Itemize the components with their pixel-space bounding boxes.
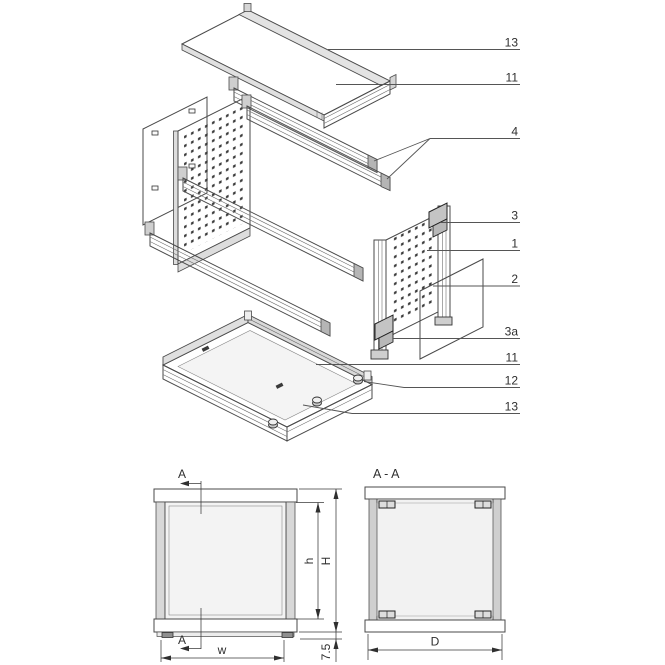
- top-cover-rear-rim: [239, 10, 390, 86]
- section-right-wall: [493, 499, 501, 620]
- dim-h-label: h: [302, 557, 316, 565]
- front-view: [154, 467, 342, 662]
- callout-label: 4: [511, 124, 518, 139]
- callout-label: 11: [505, 350, 518, 365]
- callouts: [303, 36, 520, 414]
- section-view-a-a: [365, 467, 505, 660]
- top-cover-corner-tab: [390, 75, 396, 91]
- foot: [354, 375, 363, 384]
- rail-end-cap: [381, 173, 390, 191]
- front-foot-left: [162, 633, 173, 638]
- rail-end-cap: [354, 264, 363, 282]
- foot: [313, 397, 322, 406]
- callout-4: [374, 125, 520, 180]
- top-cover-plate: [182, 4, 396, 129]
- callout-13-top: [328, 36, 520, 50]
- dim-foot-label: 7.5: [319, 643, 333, 661]
- screw-slot: [152, 186, 158, 190]
- dim-D: [368, 634, 502, 660]
- bottom-tray: [163, 311, 372, 441]
- callout-label: 13: [504, 399, 518, 414]
- section-panel: [377, 499, 493, 620]
- perforation-grid: [184, 103, 246, 253]
- foot: [269, 419, 278, 428]
- section-label-top: A: [177, 467, 186, 481]
- callout-label: 12: [504, 373, 518, 388]
- dim-D-label: D: [430, 634, 440, 649]
- front-top-plate: [154, 489, 297, 502]
- callout-label: 11: [505, 70, 518, 85]
- perforation-grid: [390, 217, 434, 327]
- dim-H: [299, 489, 342, 662]
- dim-H-label: H: [319, 556, 333, 566]
- corner-bracket-bottom: [375, 315, 393, 349]
- rail-top-front: [242, 95, 390, 191]
- callout-11-bottom: [316, 351, 520, 365]
- section-arrow: [180, 481, 189, 486]
- callout-label: 3a: [504, 324, 518, 339]
- dim-w-label: w: [217, 643, 227, 657]
- callout-label: 13: [504, 35, 518, 50]
- callout-label: 3: [511, 208, 518, 223]
- extrusion-foot: [371, 350, 388, 359]
- rail-top-rear: [229, 77, 377, 173]
- section-label-bottom: A: [177, 633, 186, 647]
- screw-slot: [152, 131, 158, 135]
- side-panel-left-front-edge: [174, 131, 179, 265]
- top-cover-front-lip: [324, 81, 390, 128]
- top-cover-rear-tab: [244, 4, 251, 12]
- callout-label: 1: [511, 236, 518, 251]
- section-left-wall: [369, 499, 377, 620]
- section-view-title: A - A: [373, 467, 400, 481]
- front-bottom-plate: [154, 619, 297, 632]
- callout-13-bottom: [303, 400, 520, 414]
- callout-1: [427, 237, 520, 251]
- exploded-view: [143, 4, 520, 442]
- front-right-wall: [286, 502, 295, 619]
- front-panel: [165, 502, 286, 619]
- callout-12: [364, 374, 520, 388]
- section-top-plate: [365, 487, 505, 499]
- tray-slot: [202, 346, 210, 352]
- front-foot-right: [282, 633, 293, 638]
- callout-label: 2: [511, 272, 518, 286]
- rail-end-cap: [321, 319, 330, 337]
- side-panel-left-perforated: [174, 95, 251, 272]
- screw-slot: [189, 109, 195, 113]
- section-bottom-plate: [365, 620, 505, 632]
- callout-3: [441, 209, 520, 223]
- front-left-wall: [156, 502, 165, 619]
- callout-3a: [393, 325, 520, 339]
- bottom-tray-corner-tab: [364, 371, 371, 380]
- extrusion-foot: [435, 317, 452, 325]
- bottom-tray-rear-tab: [245, 311, 252, 320]
